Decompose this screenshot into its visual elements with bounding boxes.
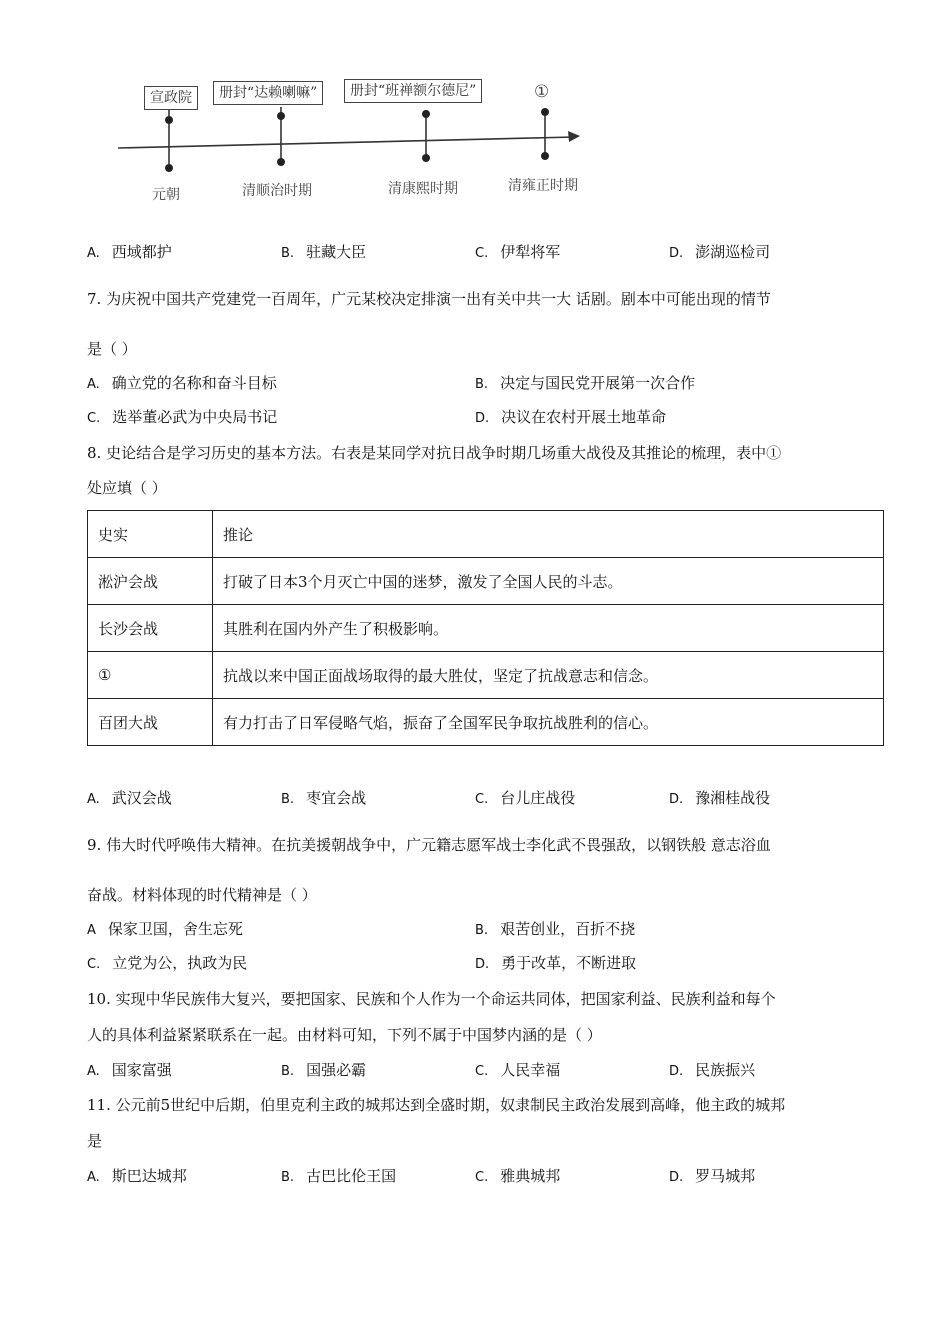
- q10-stem-line2: 人的具体利益紧紧联系在一起。由材料可知，下列不属于中国梦内涵的是（ ）: [87, 1026, 602, 1044]
- q11-option-a[interactable]: A. 斯巴达城邦: [87, 1167, 187, 1185]
- q8-option-b[interactable]: B. 枣宜会战: [281, 789, 367, 807]
- q9-option-c[interactable]: C. 立党为公，执政为民: [87, 954, 248, 972]
- q7-stem-line2: 是（ ）: [87, 340, 137, 358]
- q8-stem-line1: 8. 史论结合是学习历史的基本方法。右表是某同学对抗日战争时期几场重大战役及其推论的梳理，表中①: [87, 444, 782, 462]
- q7-stem-line1: 7. 为庆祝中国共产党建党一百周年，广元某校决定排演一出有关中共一大 话剧。剧本中可能出现的情节: [87, 290, 771, 308]
- table-header-row: [88, 511, 884, 558]
- q8-option-c[interactable]: C. 台儿庄战役: [475, 789, 576, 807]
- table-cell: 打破了日本3个月灭亡中国的迷梦，激发了全国人民的斗志。: [213, 558, 884, 605]
- q11-stem-line1: 11. 公元前5世纪中后期，伯里克利主政的城邦达到全盛时期，奴隶制民主政治发展到高峰，他主政的城邦: [87, 1096, 786, 1114]
- q9-stem-line1: 9. 伟大时代呼唤伟大精神。在抗美援朝战争中，广元籍志愿军战士李化武不畏强敌，以钢铁般 意志浴血: [87, 836, 771, 854]
- q10-option-b[interactable]: B. 国强必霸: [281, 1061, 367, 1079]
- q10-option-c[interactable]: C. 人民幸福: [475, 1061, 561, 1079]
- timeline-box-1: 宣政院: [144, 86, 198, 110]
- q11-option-b[interactable]: B. 古巴比伦王国: [281, 1167, 397, 1185]
- q6-option-a[interactable]: A. 西域都护: [87, 243, 172, 261]
- timeline-marker-1: ①: [534, 82, 550, 102]
- table-row: [88, 699, 884, 746]
- q8-stem-line2: 处应填（ ）: [87, 479, 167, 497]
- timeline-figure: [110, 72, 590, 212]
- table-cell: 百团大战: [88, 699, 213, 746]
- table-header-inference: 推论: [213, 511, 884, 558]
- table-header-fact: 史实: [88, 511, 213, 558]
- q11-option-d[interactable]: D. 罗马城邦: [669, 1167, 756, 1185]
- timeline-box-2: 册封“达赖喇嘛”: [213, 81, 323, 105]
- timeline-label-shunzhi: 清顺治时期: [242, 183, 312, 199]
- q10-option-d[interactable]: D. 民族振兴: [669, 1061, 756, 1079]
- timeline-label-yongzheng: 清雍正时期: [508, 178, 578, 194]
- q10-stem-line1: 10. 实现中华民族伟大复兴，要把国家、民族和个人作为一个命运共同体，把国家利益、民族利益和每个: [87, 990, 776, 1008]
- table-cell: 淞沪会战: [88, 558, 213, 605]
- table-cell: 其胜利在国内外产生了积极影响。: [213, 605, 884, 652]
- q6-option-d[interactable]: D. 澎湖巡检司: [669, 243, 771, 261]
- q9-option-a[interactable]: A 保家卫国，舍生忘死: [87, 920, 243, 938]
- table-cell: 长沙会战: [88, 605, 213, 652]
- q6-option-c[interactable]: C. 伊犁将军: [475, 243, 561, 261]
- table-row: [88, 652, 884, 699]
- q7-option-a[interactable]: A. 确立党的名称和奋斗目标: [87, 374, 277, 392]
- q7-option-c[interactable]: C. 选举董必武为中央局书记: [87, 408, 278, 426]
- table-cell: 抗战以来中国正面战场取得的最大胜仗，坚定了抗战意志和信念。: [213, 652, 884, 699]
- q8-option-d[interactable]: D. 豫湘桂战役: [669, 789, 771, 807]
- q11-option-c[interactable]: C. 雅典城邦: [475, 1167, 561, 1185]
- q11-stem-line2: 是: [87, 1132, 103, 1150]
- q7-option-d[interactable]: D. 决议在农村开展土地革命: [475, 408, 667, 426]
- q8-table: [87, 510, 884, 746]
- q9-stem-line2: 奋战。材料体现的时代精神是（ ）: [87, 886, 317, 904]
- table-cell: ①: [88, 652, 213, 699]
- q7-option-b[interactable]: B. 决定与国民党开展第一次合作: [475, 374, 696, 392]
- table-row: [88, 605, 884, 652]
- q10-option-a[interactable]: A. 国家富强: [87, 1061, 172, 1079]
- q8-option-a[interactable]: A. 武汉会战: [87, 789, 172, 807]
- q9-option-b[interactable]: B. 艰苦创业，百折不挠: [475, 920, 636, 938]
- q6-option-b[interactable]: B. 驻藏大臣: [281, 243, 367, 261]
- timeline-label-kangxi: 清康熙时期: [388, 181, 458, 197]
- table-row: [88, 558, 884, 605]
- timeline-box-3: 册封“班禅额尔德尼”: [344, 79, 482, 103]
- q9-option-d[interactable]: D. 勇于改革，不断进取: [475, 954, 637, 972]
- table-cell: 有力打击了日军侵略气焰，振奋了全国军民争取抗战胜利的信心。: [213, 699, 884, 746]
- timeline-label-yuan: 元朝: [152, 187, 180, 203]
